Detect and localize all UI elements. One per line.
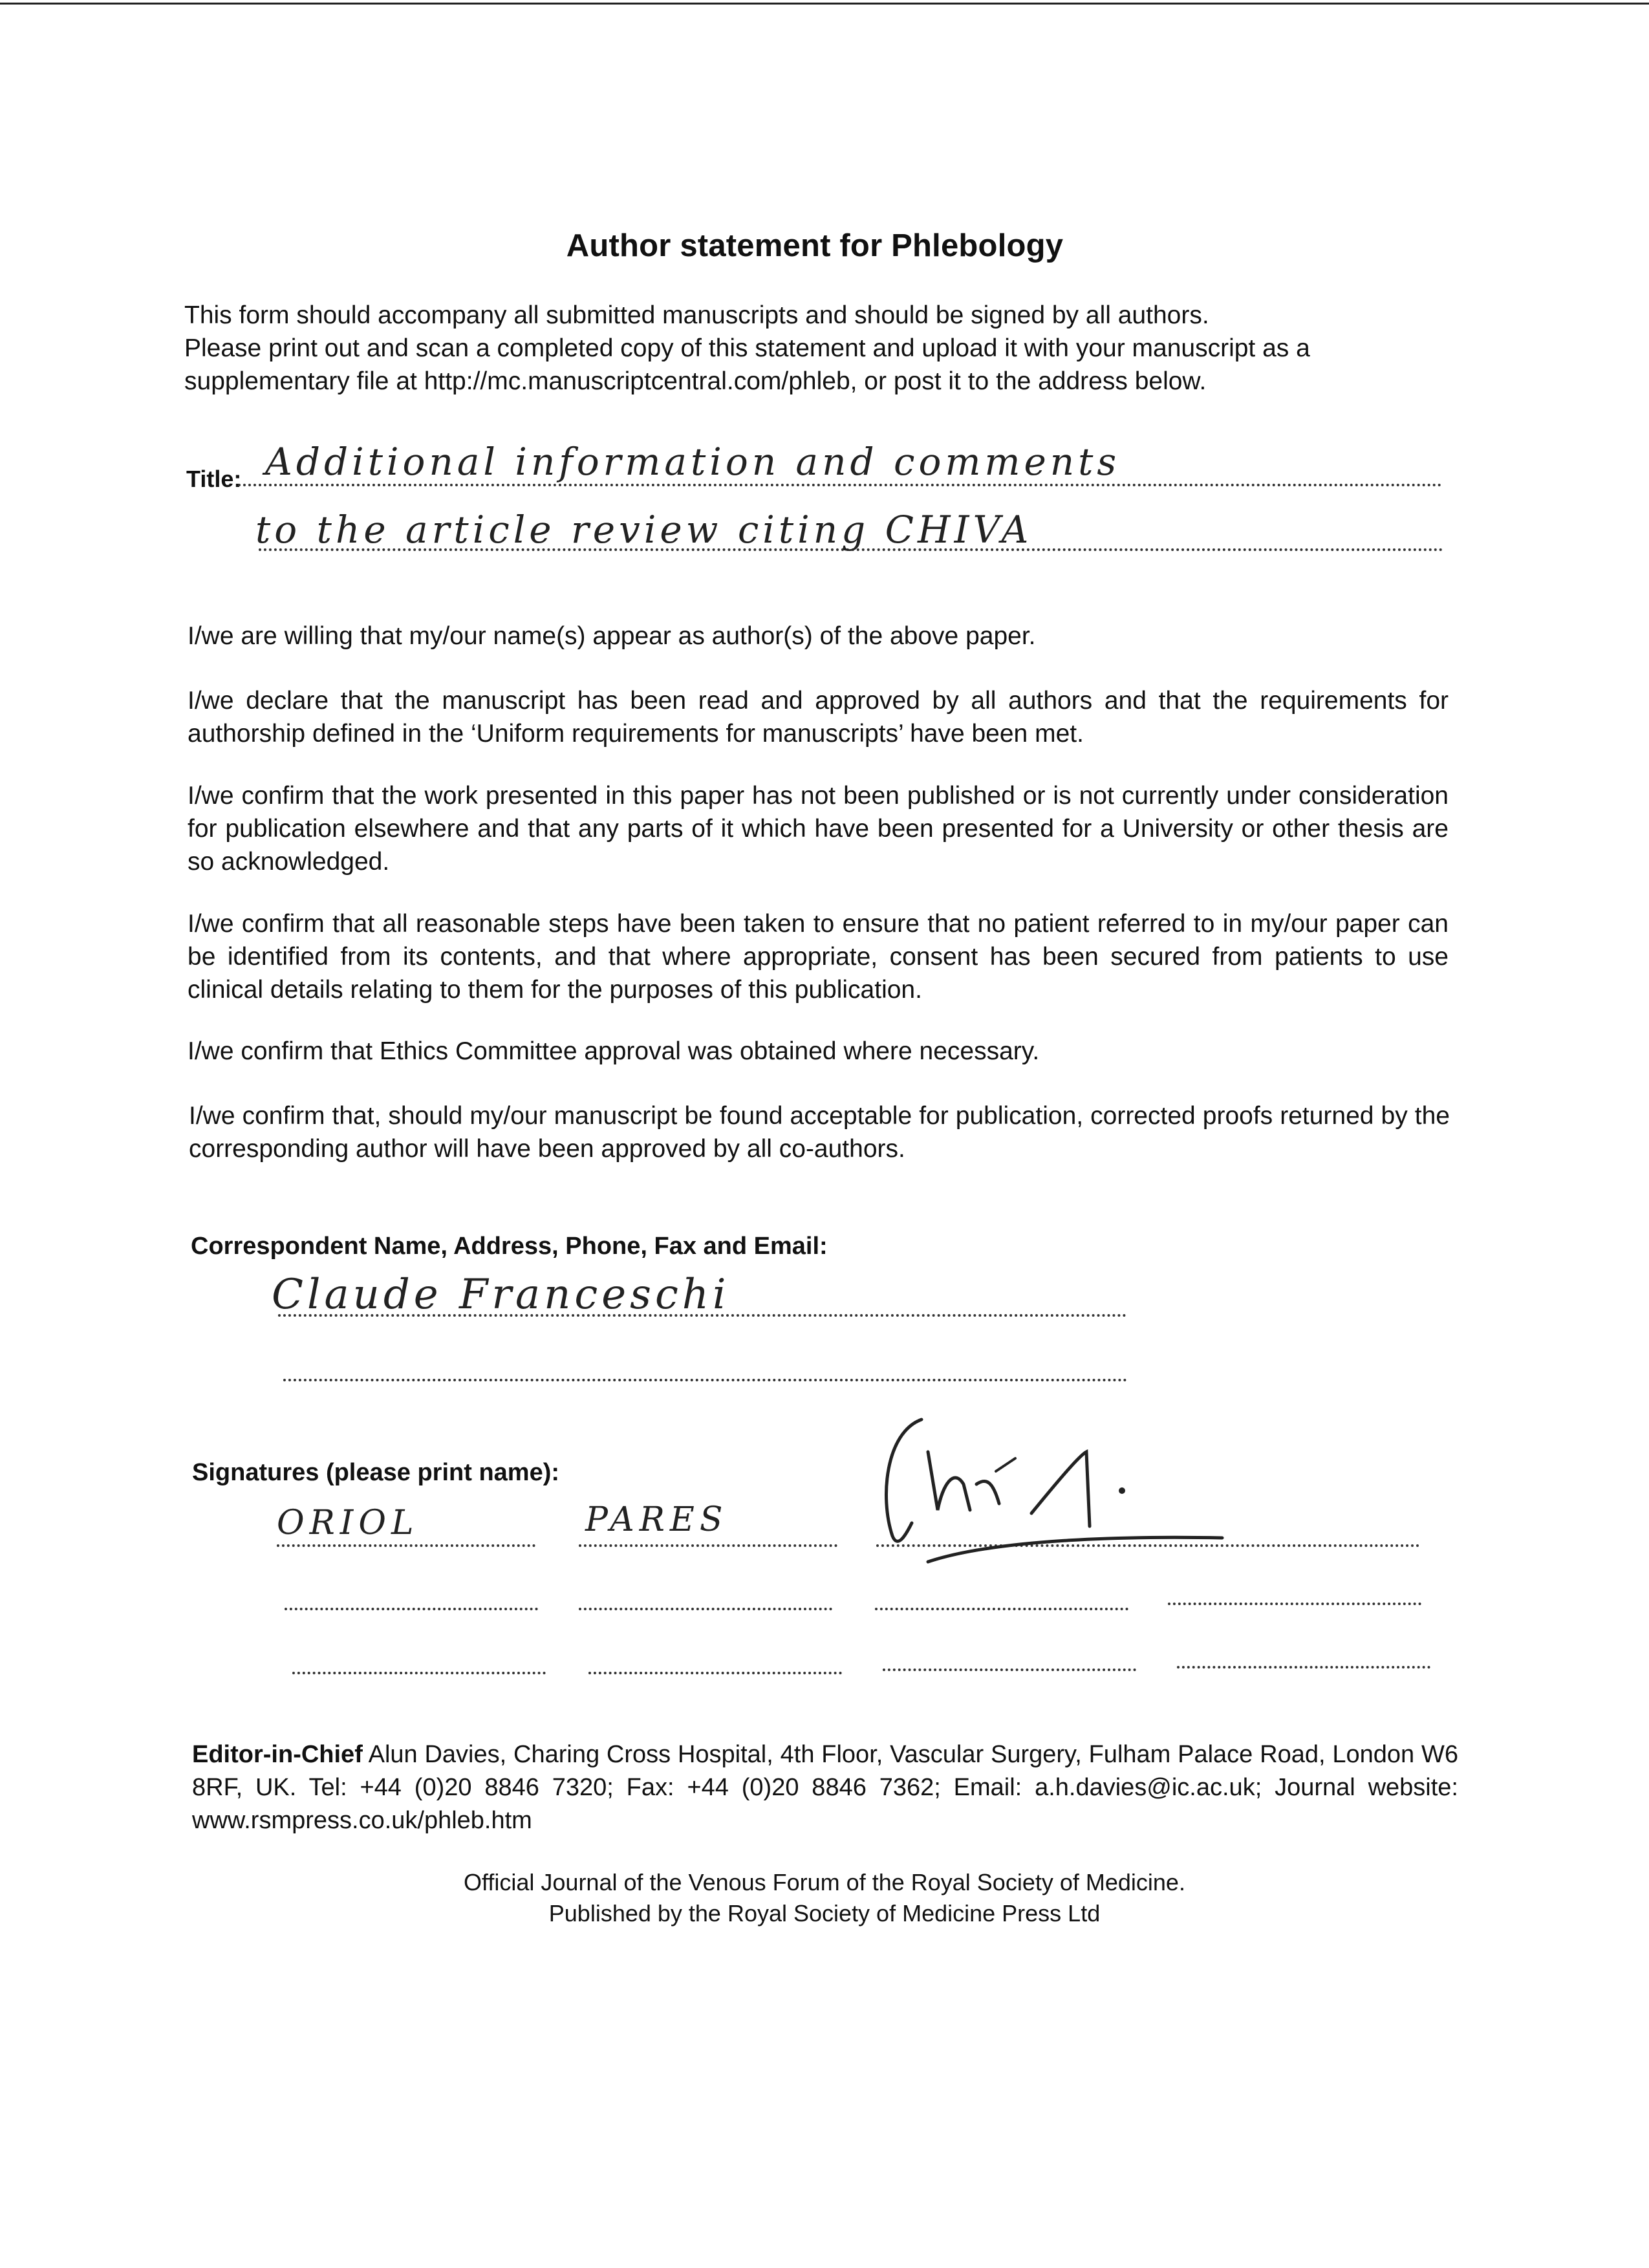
sig-row3-col2-dots [588, 1672, 842, 1674]
sig-row1-col1-dots [277, 1544, 535, 1547]
statement-4: I/we confirm that all reasonable steps have been taken to ensure that no patient referred to in my/our paper can be identified from its contents, and that where appropriate, consent has been secured from patients to use clinical details relating to them for the purposes of this publication. [188, 910, 1449, 1004]
sig-row3-col3-dots [883, 1669, 1136, 1671]
journal-line-1: Official Journal of the Venous Forum of the Royal Society of Medicine. [464, 1869, 1185, 1895]
intro-text [184, 299, 1478, 398]
correspondent-handwritten: Claude Franceschi [272, 1271, 730, 1319]
title-handwritten-line-1: Additional information and comments [265, 440, 1121, 484]
sig-row2-col3-dots [875, 1608, 1128, 1610]
handwritten-signature-graphic [867, 1407, 1229, 1588]
sig-row3-col4-dots [1177, 1666, 1430, 1669]
signature-name-2: PARES [585, 1500, 728, 1539]
journal-line-2: Published by the Royal Society of Medicine Press Ltd [548, 1900, 1101, 1927]
correspondent-label: Correspondent Name, Address, Phone, Fax and Email: [191, 1233, 828, 1260]
correspondent-line-2-dots [283, 1379, 1127, 1381]
page-title: Author statement for Phlebology [566, 228, 1064, 263]
title-line-1-dots [238, 484, 1442, 486]
top-border-line [0, 3, 1649, 5]
title-handwritten-line-2: to the article review citing CHIVA [255, 508, 1033, 552]
editor-label: Editor-in-Chief [192, 1741, 363, 1768]
signature-name-1: ORIOL [277, 1504, 419, 1542]
editor-text: Alun Davies, Charing Cross Hospital, 4th Floor, Vascular Surgery, Fulham Palace Road, London W6 8RF, UK. Tel: +44 (0)20 8846 7320; Fax: +44 (0)20 8846 7362; Email: a.h.davies@ic.ac.uk; Journal website: www.rsmpress.co.uk/phleb.htm [192, 1741, 1458, 1834]
statement-5: I/we confirm that Ethics Committee approval was obtained where necessary. [188, 1037, 1040, 1065]
sig-row2-col2-dots [579, 1608, 832, 1610]
intro-line-1: This form should accompany all submitted manuscripts and should be signed by all authors. [184, 301, 1209, 329]
signatures-label: Signatures (please print name): [192, 1459, 560, 1486]
title-label: Title: [186, 466, 242, 492]
sig-row2-col1-dots [285, 1608, 538, 1610]
sig-row1-col2-dots [579, 1544, 837, 1547]
statement-2: I/we declare that the manuscript has been read and approved by all authors and that the requirements for authorship defined in the ‘Uniform requirements for manuscripts’ have been met. [188, 687, 1449, 748]
statement-1: I/we are willing that my/our name(s) appear as author(s) of the above paper. [188, 622, 1036, 650]
journal-info [0, 1867, 1649, 1929]
sig-row2-col4-dots [1168, 1603, 1421, 1605]
editor-in-chief-block [192, 1738, 1458, 1837]
sig-row3-col1-dots [292, 1672, 546, 1674]
statement-3: I/we confirm that the work presented in this paper has not been published or is not currently under consideration for publication elsewhere and that any parts of it which have been presented for a University or other thesis are so acknowledged. [188, 782, 1449, 876]
statement-6: I/we confirm that, should my/our manuscript be found acceptable for publication, corrected proofs returned by the corresponding author will have been approved by all co-authors. [189, 1102, 1450, 1163]
intro-line-2: Please print out and scan a completed copy of this statement and upload it with your manuscript as a supplementary file at http://mc.manuscriptcentral.com/phleb, or post it to the address below. [184, 334, 1310, 395]
